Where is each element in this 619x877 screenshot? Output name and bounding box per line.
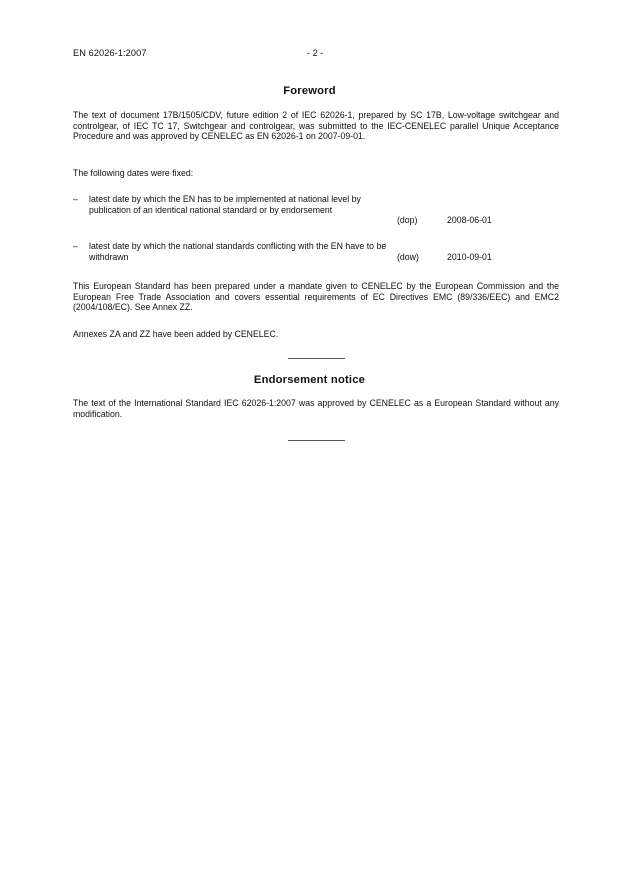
date-item-date: 2008-06-01 bbox=[447, 215, 492, 226]
endorsement-title: Endorsement notice bbox=[253, 374, 366, 386]
foreword-intro-paragraph: The text of document 17B/1505/CDV, future edition 2 of IEC 62026-1, prepared by SC 17B, Low-voltage switchgear and controlgear, of IEC TC 17, Switchgear and controlgear, was submitted to the IEC-CENELEC parallel Unique Acceptance Procedure and was approved by CENELEC as EN 62026-1 on 2007-09-01. bbox=[73, 110, 559, 142]
date-item-text: latest date by which the national standards conflicting with the EN have to be withdrawn bbox=[89, 241, 387, 262]
section-divider bbox=[288, 358, 345, 359]
date-item-date: 2010-09-01 bbox=[447, 251, 492, 262]
page-number: - 2 - bbox=[307, 48, 324, 58]
annexes-paragraph: Annexes ZA and ZZ have been added by CENELEC. bbox=[73, 329, 279, 339]
date-item-abbr: (dop) bbox=[397, 215, 418, 226]
endorsement-paragraph: The text of the International Standard IEC 62026-1:2007 was approved by CENELEC as a European Standard without any modification. bbox=[73, 398, 559, 419]
mandate-paragraph: This European Standard has been prepared under a mandate given to CENELEC by the European Commission and the European Free Trade Association and covers essential requirements of EC Directives EMC (89/336/EEC) and EMC2 (2004/108/EC). See Annex ZZ. bbox=[73, 281, 559, 313]
list-dash: – bbox=[73, 194, 78, 204]
foreword-title: Foreword bbox=[283, 85, 336, 97]
dates-intro-paragraph: The following dates were fixed: bbox=[73, 168, 194, 178]
date-item-abbr: (dow) bbox=[397, 251, 419, 262]
document-id: EN 62026-1:2007 bbox=[73, 48, 147, 58]
section-divider bbox=[288, 440, 345, 441]
date-item-text: latest date by which the EN has to be implemented at national level by publication of an identical national standard or by endorsement bbox=[89, 194, 361, 215]
list-dash: – bbox=[73, 241, 78, 251]
